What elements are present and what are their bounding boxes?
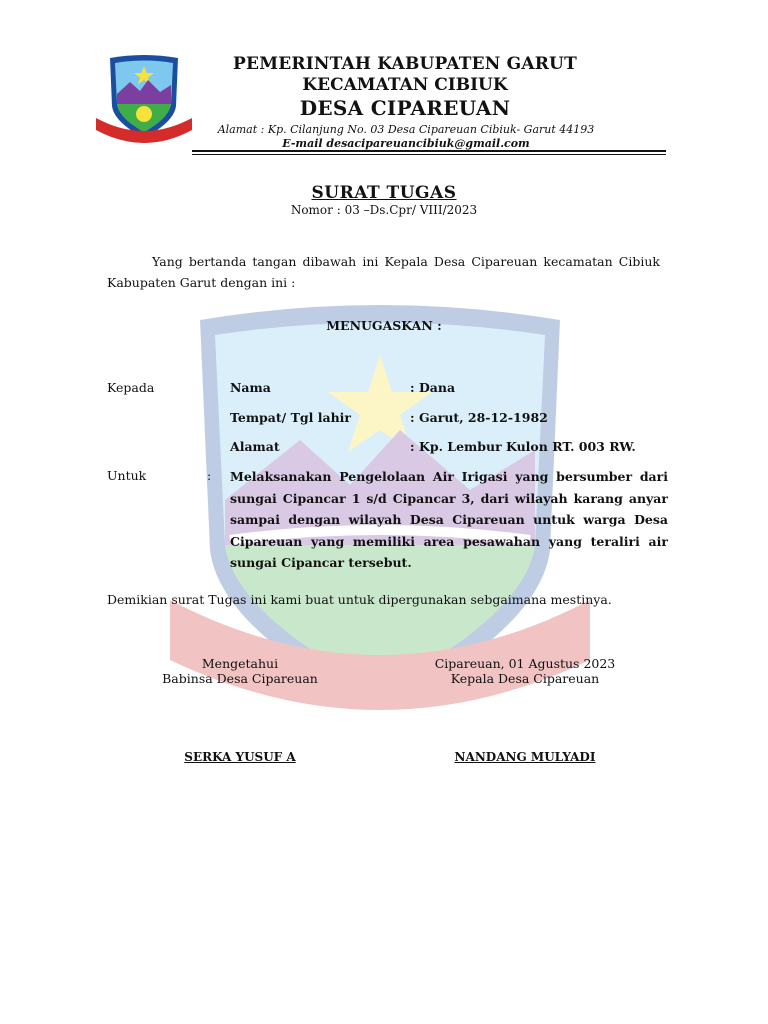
field-label-nama: Nama <box>230 380 271 395</box>
menugaskan-heading: MENUGASKAN : <box>326 318 442 333</box>
field-label-ttl: Tempat/ Tgl lahir <box>230 410 351 425</box>
document-title: SURAT TUGAS <box>311 183 457 203</box>
sig-right-date: Cipareuan, 01 Agustus 2023 <box>434 656 616 671</box>
sig-left-line2: Babinsa Desa Cipareuan <box>162 671 318 686</box>
letterhead-email: E-mail desacipareuancibiuk@gmail.com <box>282 137 530 150</box>
letterhead-village: DESA CIPAREUAN <box>299 96 511 120</box>
letterhead-government: PEMERINTAH KABUPATEN GARUT <box>233 54 577 74</box>
sig-right-title: Kepala Desa Cipareuan <box>450 671 600 686</box>
task-description: Melaksanakan Pengelolaan Air Irigasi yang bersumber dari sungai Cipancar 1 s/d Cipancar 3, dari wilayah karang anyar sampai dengan wilayah Desa Cipareuan untuk warga Desa Cipareuan yang memiliki area pesawahan yang teraliri air sungai Cipancar tersebut. <box>230 469 668 570</box>
letterhead-rule-thin <box>192 154 666 155</box>
letterhead-address: Alamat : Kp. Cilanjung No. 03 Desa Cipareuan Cibiuk- Garut 44193 <box>217 123 595 136</box>
letterhead-rule <box>192 150 666 152</box>
signatory-kepala-desa: NANDANG MULYADI <box>454 750 596 764</box>
intro-paragraph: Yang bertanda tangan dibawah ini Kepala Desa Cipareuan kecamatan Cibiuk Kabupaten Garut dengan ini : <box>107 254 660 290</box>
letterhead-district: KECAMATAN CIBIUK <box>302 75 508 95</box>
document-number: Nomor : 03 –Ds.Cpr/ VIII/2023 <box>290 203 478 217</box>
field-value-ttl: : Garut, 28-12-1982 <box>410 410 548 425</box>
garut-crest-logo-icon <box>96 52 192 144</box>
field-value-nama: : Dana <box>410 380 456 395</box>
closing-statement: Demikian surat Tugas ini kami buat untuk dipergunakan sebgaimana mestinya. <box>107 592 612 607</box>
field-value-alamat: : Kp. Lembur Kulon RT. 003 RW. <box>410 439 636 454</box>
kepada-label: Kepada <box>107 380 155 395</box>
untuk-colon: : <box>207 468 212 483</box>
signatory-babinsa: SERKA YUSUF A <box>184 750 296 764</box>
untuk-label: Untuk <box>107 468 147 483</box>
sig-left-line1: Mengetahui <box>201 656 279 671</box>
field-label-alamat: Alamat <box>230 439 280 454</box>
